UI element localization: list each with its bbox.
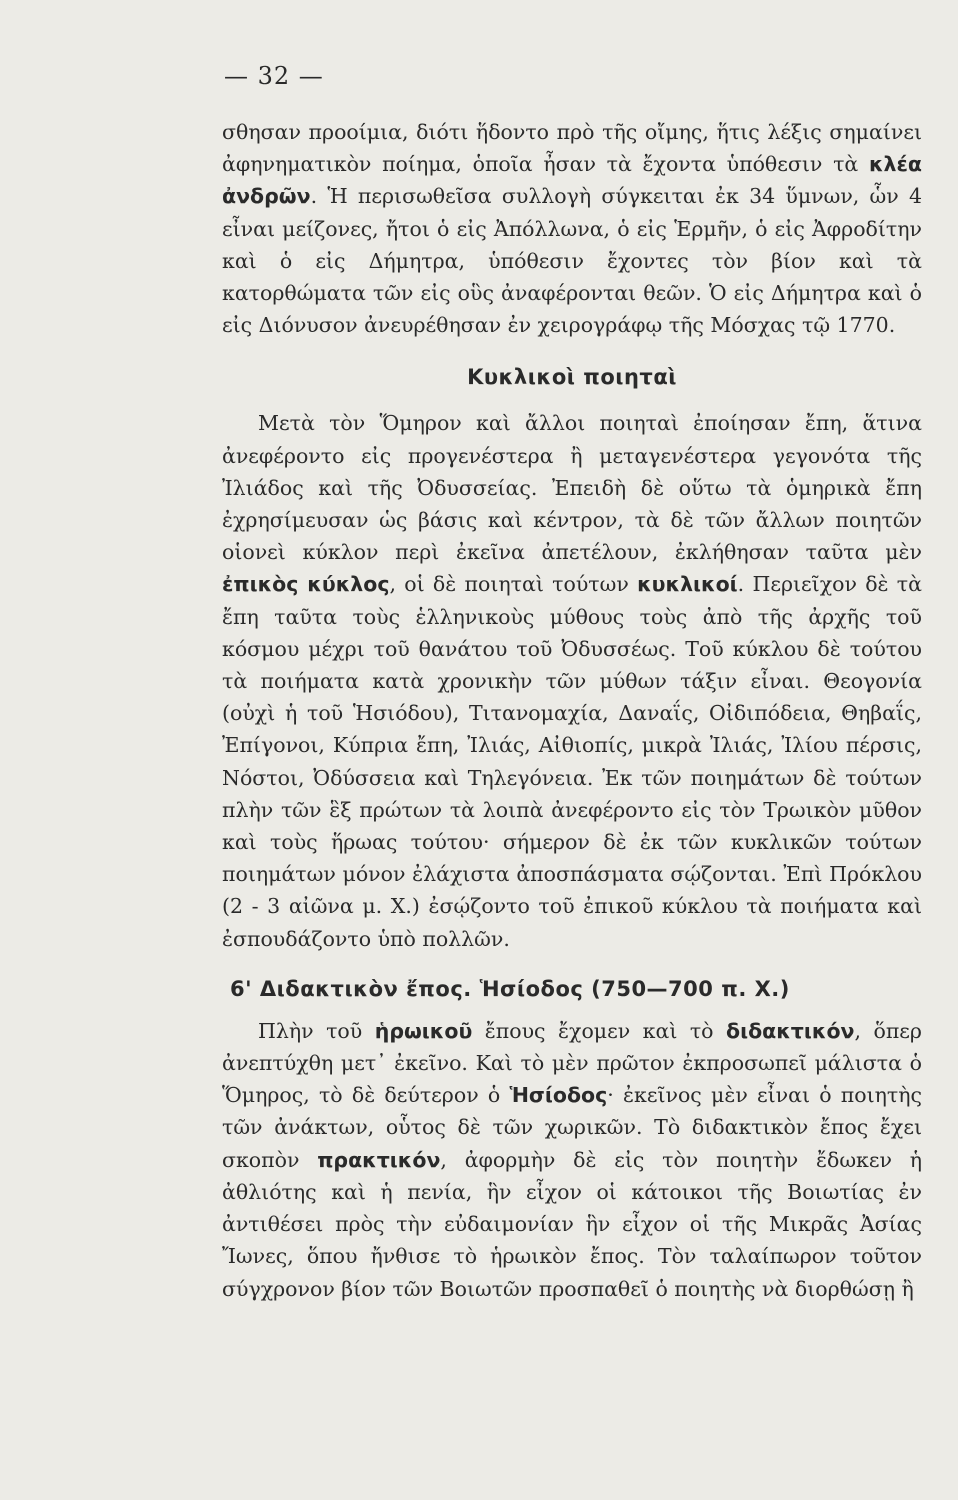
text-run: σθησαν προοίμια, διότι ἥδοντο πρὸ τῆς οἴμης, ἥτις λέξις σημαίνει ἀφηνηματικὸν ποίημα, ὁποῖα ἦσαν τὰ ἔχοντα ὑπόθεσιν τὰ	[222, 120, 922, 177]
text-run: , ἀφορμὴν δὲ εἰς τὸν ποιητὴν ἔδωκεν ἡ ἀθλιότης καὶ ἡ πενία, ἣν εἶχον οἱ κάτοικοι τῆς Βοιωτίας ἐν ἀντιθέσει πρὸς τὴν εὐδαιμονίαν ἣν εἶχον οἱ τῆς Μικρᾶς Ἀσίας Ἴωνες, ὅπου ἤνθισε τὸ ἡρωικὸν ἔπος. Τὸν ταλαίπωρον τοῦτον σύγχρονον βίον τῶν Βοιωτῶν προσπαθεῖ ὁ ποιητὴς νὰ διορθώσῃ ἢ	[222, 1147, 922, 1301]
text-run: ἔπους ἔχομεν καὶ τὸ	[472, 1018, 726, 1043]
text-run: . Ἡ περισωθεῖσα συλλογὴ σύγκειται ἐκ 34 ὕμνων, ὧν 4 εἶναι μείζονες, ἤτοι ὁ εἰς Ἀπόλλωνα, ὁ εἰς Ἑρμῆν, ὁ εἰς Ἀφροδίτην καὶ ὁ εἰς Δήμητρα, ὑπόθεσιν ἔχοντες τὸν βίον καὶ τὰ κατορθώματα τῶν εἰς οὓς ἀναφέρονται θεῶν. Ὁ εἰς Δήμητρα καὶ ὁ εἰς Διόνυσον ἀνευρέθησαν ἐν χειρογράφῳ τῆς Μόσχας τῷ 1770.	[222, 184, 922, 338]
text-run: Μετὰ τὸν Ὅμηρον καὶ ἄλλοι ποιηταὶ ἐποίησαν ἔπη, ἅτινα ἀνεφέροντο εἰς προγενέστερα ἢ μεταγενέστερα γεγονότα τῆς Ἰλιάδος καὶ τῆς Ὀδυσσείας. Ἐπειδὴ δὲ οὕτω τὰ ὁμηρικὰ ἔπη ἐχρησίμευσαν ὡς βάσις καὶ κέντρον, τὰ δὲ τῶν ἄλλων ποιητῶν οἱονεὶ κύκλον περὶ ἐκεῖνα ἀπετέλουν, ἐκλήθησαν ταῦτα μὲν	[222, 411, 922, 565]
bold-term: διδακτικόν	[726, 1018, 855, 1043]
text-run: . Περιεῖχον δὲ τὰ ἔπη ταῦτα τοὺς ἑλληνικοὺς μύθους τοὺς ἀπὸ τῆς ἀρχῆς τοῦ κόσμου μέχρι τοῦ θανάτου τοῦ Ὀδυσσέως. Τοῦ κύκλου δὲ τούτου τὰ ποιήματα κατὰ χρονικὴν τῶν μύθων τάξιν εἶναι. Θεογονία (οὐχὶ ἡ τοῦ Ἡσιόδου), Τιτανομαχία, Δαναΐς, Οἰδιπόδεια, Θηβαΐς, Ἐπίγονοι, Κύπρια ἔπη, Ἰλιάς, Αἰθιοπίς, μικρὰ Ἰλιάς, Ἰλίου πέρσις, Νόστοι, Ὀδύσσεια καὶ Τηλεγόνεια. Ἐκ τῶν ποιημάτων δὲ τούτων πλὴν τῶν ἓξ πρώτων τὰ λοιπὰ ἀνεφέροντο εἰς τὸν Τρωικὸν μῦθον καὶ τοὺς ἥρωας τούτου· σήμερον δὲ ἐκ τῶν κυκλικῶν τούτων ποιημάτων μόνον ἐλάχιστα ἀποσπάσματα σῴζονται. Ἐπὶ Πρόκλου (2 - 3 αἰῶνα μ. Χ.) ἐσῴζοντο τοῦ ἐπικοῦ κύκλου τὰ ποιήματα καὶ ἐσπουδάζοντο ὑπὸ πολλῶν.	[222, 572, 922, 951]
bold-term: κλέα ἀνδρῶν	[222, 152, 922, 209]
section-heading-didactic-epic: 6' Διδακτικὸν ἔπος. Ἡσίοδος (750—700 π. Χ.)	[230, 976, 790, 1001]
bold-term: κυκλικοί	[637, 572, 738, 597]
bold-term: Ἡσίοδος	[509, 1083, 608, 1108]
bold-term: ἡρωικοῦ	[374, 1018, 473, 1043]
bold-term: ἐπικὸς κύκλος	[222, 572, 390, 597]
paragraph-hymns	[222, 116, 922, 341]
section-heading-cyclic-poets: Κυκλικοὶ ποιηταὶ	[467, 365, 677, 390]
text-run: · ἐκεῖνος μὲν εἶναι ὁ ποιητὴς τῶν ἀνάκτων, οὗτος δὲ τῶν χωρικῶν. Τὸ διδακτικὸν ἔπος ἔχει σκοπὸν	[222, 1083, 922, 1172]
paragraph-cyclic-poets	[222, 407, 922, 954]
text-run: , οἱ δὲ ποιηταὶ τούτων	[389, 572, 638, 597]
page-number: — 32 —	[224, 62, 324, 90]
paragraph-didactic-epic	[222, 1015, 922, 1305]
bold-term: πρακτικόν	[317, 1147, 441, 1172]
text-run: Πλὴν τοῦ	[258, 1018, 375, 1043]
text-run: , ὅπερ ἀνεπτύχθη μετ᾽ ἐκεῖνο. Καὶ τὸ μὲν πρῶτον ἐκπροσωπεῖ μάλιστα ὁ Ὅμηρος, τὸ δὲ δεύτερον ὁ	[222, 1018, 922, 1108]
